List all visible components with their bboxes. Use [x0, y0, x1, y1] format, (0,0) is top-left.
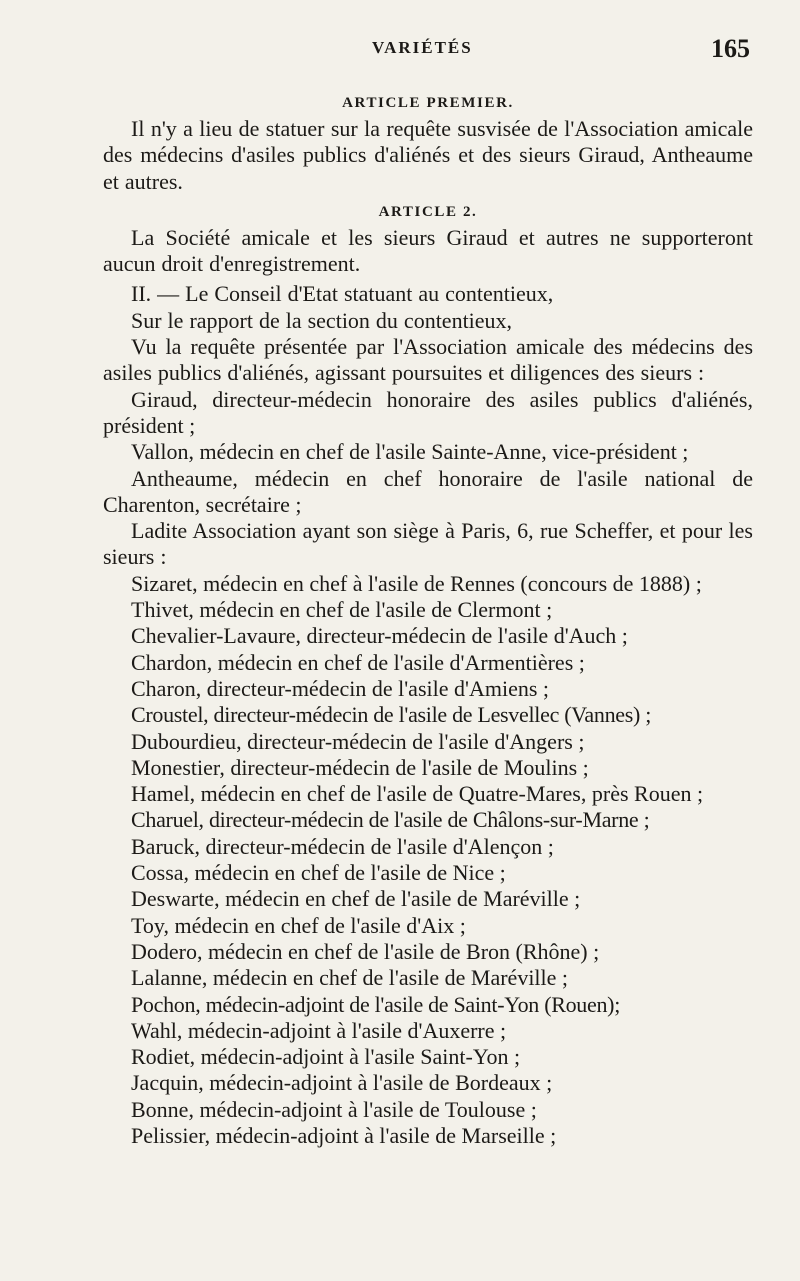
officer-item: Vallon, médecin en chef de l'asile Sainte-Anne, vice-président ; — [131, 439, 689, 465]
member-item: Croustel, directeur-médecin de l'asile de Lesvellec (Vannes) ; — [131, 702, 652, 728]
member-item: Charuel, directeur-médecin de l'asile de Châlons-sur-Marne ; — [131, 807, 650, 833]
article-1-heading: ARTICLE PREMIER. — [342, 95, 514, 111]
section-2-opening: II. — Le Conseil d'Etat statuant au contentieux, — [131, 281, 554, 307]
section-2-rapport: Sur le rapport de la section du contentieux, — [131, 307, 513, 333]
member-item: Jacquin, médecin-adjoint à l'asile de Bordeaux ; — [131, 1070, 553, 1096]
member-item: Pelissier, médecin-adjoint à l'asile de Marseille ; — [131, 1122, 557, 1148]
article-1-text: Il n'y a lieu de statuer sur la requête susvisée de l'Association amicale des médecins d'asiles publics d'aliénés et des sieurs Giraud, Antheaume et autres. — [103, 116, 753, 194]
member-item: Lalanne, médecin en chef de l'asile de Maréville ; — [131, 965, 569, 991]
member-item: Deswarte, médecin en chef de l'asile de Maréville ; — [131, 886, 581, 912]
page-number: 165 — [711, 34, 750, 63]
member-item: Baruck, directeur-médecin de l'asile d'Alençon ; — [131, 833, 554, 859]
member-item: Toy, médecin en chef de l'asile d'Aix ; — [131, 912, 466, 938]
member-item: Chardon, médecin en chef de l'asile d'Armentières ; — [131, 649, 585, 675]
article-2-text: La Société amicale et les sieurs Giraud et autres ne supporteront aucun droit d'enregistrement. — [103, 224, 753, 277]
member-item: Hamel, médecin en chef de l'asile de Quatre-Mares, près Rouen ; — [131, 781, 704, 807]
member-item: Chevalier-Lavaure, directeur-médecin de l'asile d'Auch ; — [131, 623, 628, 649]
running-head: VARIÉTÉS — [372, 38, 473, 57]
article-2-heading: ARTICLE 2. — [378, 203, 478, 220]
member-item: Dubourdieu, directeur-médecin de l'asile d'Angers ; — [131, 728, 585, 754]
member-item: Cossa, médecin en chef de l'asile de Nice ; — [131, 860, 506, 886]
member-item: Thivet, médecin en chef de l'asile de Clermont ; — [131, 597, 553, 623]
member-item: Wahl, médecin-adjoint à l'asile d'Auxerre ; — [131, 1017, 507, 1043]
member-item: Pochon, médecin-adjoint de l'asile de Saint-Yon (Rouen); — [131, 991, 621, 1017]
page-header — [0, 34, 800, 64]
member-item: Dodero, médecin en chef de l'asile de Bron (Rhône) ; — [131, 938, 600, 964]
officer-item: Giraud, directeur-médecin honoraire des asiles publics d'aliénés, président ; — [103, 386, 753, 438]
section-2-requete: Vu la requête présentée par l'Association amicale des médecins des asiles publics d'aliénés, agissant poursuites et diligences des sieurs : — [103, 334, 753, 386]
officer-item: Antheaume, médecin en chef honoraire de l'asile national de Charenton, secrétaire ; — [103, 465, 753, 517]
member-item: Sizaret, médecin en chef à l'asile de Rennes (concours de 1888) ; — [131, 570, 702, 596]
member-item: Rodiet, médecin-adjoint à l'asile Saint-Yon ; — [131, 1044, 521, 1070]
member-item: Monestier, directeur-médecin de l'asile de Moulins ; — [131, 754, 589, 780]
member-item: Bonne, médecin-adjoint à l'asile de Toulouse ; — [131, 1096, 537, 1122]
association-seat: Ladite Association ayant son siège à Paris, 6, rue Scheffer, et pour les sieurs : — [103, 518, 753, 570]
body-text — [103, 90, 753, 1149]
member-item: Charon, directeur-médecin de l'asile d'Amiens ; — [131, 675, 550, 701]
